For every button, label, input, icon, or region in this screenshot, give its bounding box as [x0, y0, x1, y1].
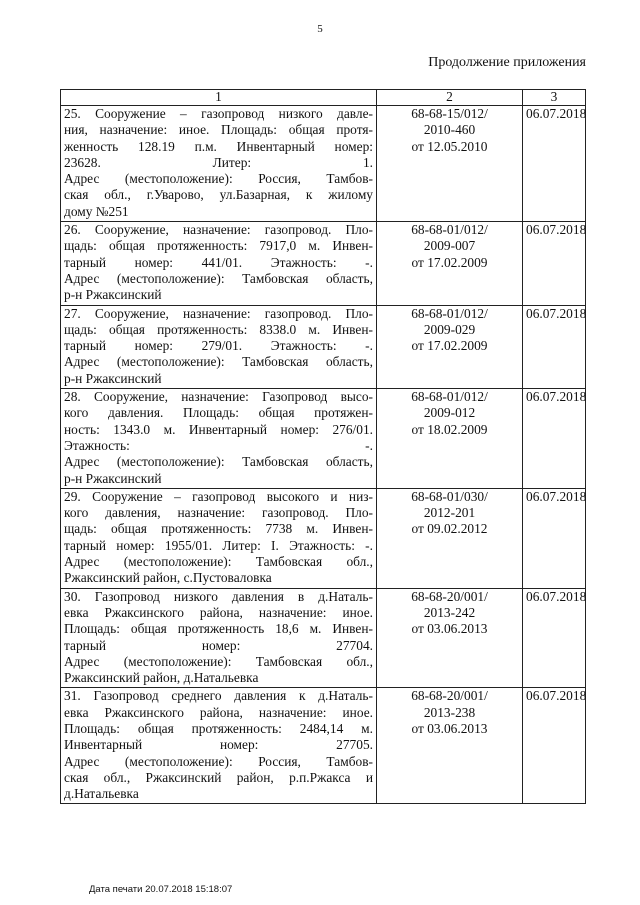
registration-number: [377, 222, 523, 305]
object-description: [61, 488, 377, 588]
description-line: Ржаксинский район, д.Натальевка: [64, 670, 259, 686]
description-line: 29. Сооружение – газопровод высокого и низ-: [64, 488, 373, 504]
description-line: Адрес (местоположение): Тамбовская обл.,: [64, 653, 373, 669]
registration-line: от 03.06.2013: [411, 720, 488, 736]
registration-line: 2009-029: [423, 321, 476, 337]
registration-number: [377, 305, 523, 388]
description-line: ния, назначение: иное. Площадь: общая протя-: [64, 122, 373, 138]
page-number: 5: [317, 23, 323, 35]
description-line: д.Натальевка: [64, 786, 139, 802]
object-description: [61, 222, 377, 305]
registration-number: [377, 389, 523, 489]
description-line: евка Ржаксинского района, назначение: иное.: [64, 704, 373, 720]
registry-table: [60, 89, 586, 804]
table-row: [61, 305, 586, 388]
description-line: 31. Газопровод среднего давления к д.Наталь-: [64, 688, 373, 704]
record-date: 06.07.2018: [523, 688, 586, 804]
table-header-row: [61, 90, 586, 106]
table-row: [61, 222, 586, 305]
description-line: кого давления. Площадь: общая протяжен-: [64, 405, 373, 421]
description-line: Адрес (местоположение): Тамбовская обл.,: [64, 554, 373, 570]
description-line: 27. Сооружение, назначение: газопровод. Пло-: [64, 305, 373, 321]
description-line: р-н Ржаксинский: [64, 470, 162, 486]
registration-line: 2010-460: [423, 122, 476, 138]
description-line: тарный номер: 27704.: [64, 637, 373, 653]
registration-line: от 18.02.2009: [411, 421, 488, 437]
description-line: тарный номер: 279/01. Этажность: -.: [64, 338, 373, 354]
record-date: 06.07.2018: [523, 488, 586, 588]
record-date: 06.07.2018: [523, 106, 586, 222]
description-line: 25. Сооружение – газопровод низкого давле-: [64, 106, 373, 121]
object-description: [61, 305, 377, 388]
column-header: 2: [377, 90, 523, 106]
description-line: Адрес (местоположение): Россия, Тамбов-: [64, 171, 373, 187]
record-date: 06.07.2018: [523, 305, 586, 388]
registration-line: 68-68-20/001/: [411, 588, 488, 604]
description-line: щадь: общая протяженность: 8338.0 м. Инвен-: [64, 321, 373, 337]
registration-line: 2013-238: [423, 704, 476, 720]
description-line: Адрес (местоположение): Тамбовская область,: [64, 354, 373, 370]
registration-line: 2009-012: [423, 405, 476, 421]
description-line: Адрес (местоположение): Россия, Тамбов-: [64, 753, 373, 769]
registration-line: 68-68-20/001/: [411, 688, 488, 704]
description-line: Площадь: общая протяженность: 2484,14 м.: [64, 720, 373, 736]
description-line: дому №251: [64, 203, 129, 219]
description-line: 23628. Литер: 1.: [64, 154, 373, 170]
registration-line: от 17.02.2009: [411, 254, 488, 270]
registration-line: 68-68-15/012/: [411, 106, 488, 121]
registration-line: 68-68-01/030/: [411, 488, 488, 504]
description-line: тарный номер: 1955/01. Литер: I. Этажность: -.: [64, 537, 373, 553]
description-line: Адрес (местоположение): Тамбовская область,: [64, 270, 373, 286]
description-line: ность: 1343.0 м. Инвентарный номер: 276/01.: [64, 421, 373, 437]
registration-line: от 12.05.2010: [411, 138, 488, 154]
description-line: Этажность: -.: [64, 437, 373, 453]
registration-line: от 17.02.2009: [411, 338, 488, 354]
object-description: [61, 588, 377, 688]
table-row: [61, 106, 586, 222]
continuation-note: Продолжение приложения: [428, 55, 586, 70]
description-line: кого давления, назначение: газопровод. Пло-: [64, 505, 373, 521]
column-header: 3: [523, 90, 586, 106]
registration-line: 2012-201: [423, 505, 476, 521]
registration-line: 68-68-01/012/: [411, 389, 488, 405]
object-description: [61, 688, 377, 804]
description-line: тарный номер: 441/01. Этажность: -.: [64, 254, 373, 270]
table-row: [61, 588, 586, 688]
registration-number: [377, 688, 523, 804]
registration-line: 2009-007: [423, 238, 476, 254]
record-date: 06.07.2018: [523, 588, 586, 688]
column-header: 1: [61, 90, 377, 106]
description-line: 30. Газопровод низкого давления в д.Наталь-: [64, 588, 373, 604]
table-row: [61, 488, 586, 588]
description-line: женность 128.19 п.м. Инвентарный номер:: [64, 138, 373, 154]
description-line: Ржаксинский район, с.Пустоваловка: [64, 570, 272, 586]
description-line: ская обл., Ржаксинский район, р.п.Ржакса и: [64, 769, 373, 785]
description-line: Адрес (местоположение): Тамбовская область,: [64, 454, 373, 470]
registration-line: 68-68-01/012/: [411, 305, 488, 321]
description-line: 28. Сооружение, назначение: Газопровод высо-: [64, 389, 373, 405]
registration-number: [377, 588, 523, 688]
object-description: [61, 389, 377, 489]
registration-number: [377, 488, 523, 588]
description-line: щадь: общая протяженность: 7738 м. Инвен-: [64, 521, 373, 537]
print-date: Дата печати 20.07.2018 15:18:07: [89, 884, 233, 895]
description-line: Инвентарный номер: 27705.: [64, 737, 373, 753]
description-line: Площадь: общая протяженность 18,6 м. Инвен-: [64, 621, 373, 637]
description-line: евка Ржаксинского района, назначение: иное.: [64, 604, 373, 620]
description-line: щадь: общая протяженность: 7917,0 м. Инвен-: [64, 238, 373, 254]
record-date: 06.07.2018: [523, 389, 586, 489]
description-line: р-н Ржаксинский: [64, 370, 162, 386]
registration-line: от 03.06.2013: [411, 621, 488, 637]
object-description: [61, 106, 377, 222]
description-line: 26. Сооружение, назначение: газопровод. Пло-: [64, 222, 373, 238]
description-line: ская обл., г.Уварово, ул.Базарная, к жилому: [64, 187, 373, 203]
table-row: [61, 688, 586, 804]
table-row: [61, 389, 586, 489]
description-line: р-н Ржаксинский: [64, 287, 162, 303]
registration-line: 2013-242: [423, 604, 476, 620]
registration-number: [377, 106, 523, 222]
registration-line: 68-68-01/012/: [411, 222, 488, 238]
record-date: 06.07.2018: [523, 222, 586, 305]
registration-line: от 09.02.2012: [411, 521, 488, 537]
